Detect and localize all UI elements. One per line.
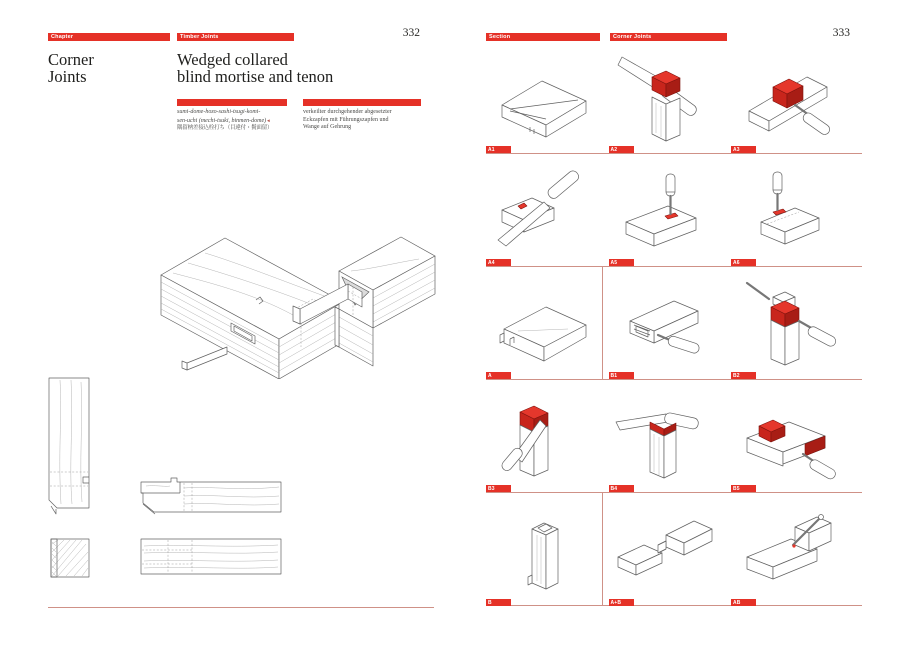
step-label-b5: B5 [731, 485, 756, 493]
cross-reference-icon: ◄ [266, 117, 271, 123]
corner-joints-tag-bar: Corner Joints [610, 33, 727, 41]
beam-elevation-drawing [140, 476, 282, 516]
romaji-line1: sumi-dome-hozo-sashi-tsugi-komi- [177, 109, 261, 115]
step-label-a-plus-b: A+B [609, 599, 634, 607]
step-label-a: A [486, 372, 511, 380]
german-label-bar [303, 99, 421, 106]
grid-rule-3 [486, 379, 862, 380]
left-footer-rule [48, 607, 434, 608]
grid-rule-5 [486, 605, 862, 606]
joint-title-line1: Wedged collared [177, 50, 288, 69]
illustration-b4-sawing-shoulder [610, 392, 723, 484]
step-label-b1: B1 [609, 372, 634, 380]
grid-divider-a [602, 267, 603, 379]
illustration-b-finished-mortise-piece [488, 505, 601, 597]
illustration-a1-marked-beam [488, 53, 601, 145]
grid-rule-4 [486, 492, 862, 493]
illustration-b3-knife-on-post [488, 392, 601, 484]
illustration-b1-paring-mortise [610, 279, 723, 371]
illustration-b2-post-red-collar [733, 279, 846, 371]
illustration-ab-assembled-corner [733, 505, 846, 597]
step-label-a5: A5 [609, 259, 634, 267]
step-label-b4: B4 [609, 485, 634, 493]
german-line3: Wange auf Gehrung [303, 124, 352, 131]
grid-divider-b [602, 493, 603, 605]
timber-joints-tag-bar: Timber Joints [177, 33, 294, 41]
grid-rule-2 [486, 266, 862, 267]
right-page-number: 333 [832, 27, 850, 39]
illustration-a2-sawing-post-top [610, 53, 723, 145]
step-label-a1: A1 [486, 146, 511, 154]
chapter-title [48, 51, 94, 85]
beam-plan-drawing [140, 538, 282, 575]
chapter-title-line1: Corner [48, 50, 94, 69]
joint-title [177, 51, 333, 85]
post-elevation-drawing [48, 376, 90, 516]
step-label-a2: A2 [609, 146, 634, 154]
german-name-block [303, 109, 425, 132]
kanji-line: 隅留枘差接込栓打ち（目違付・鬢面留） [177, 125, 273, 132]
illustration-b5-wedging-beam [733, 392, 846, 484]
left-page-number: 332 [402, 27, 420, 39]
illustration-a-plus-b-pieces-aligned [610, 505, 723, 597]
japanese-label-bar [177, 99, 287, 106]
illustration-a-finished-tenon-piece [488, 279, 601, 371]
section-tag-bar: Section [486, 33, 600, 41]
illustration-a6-chisel-on-end [733, 166, 846, 258]
german-line1: verkeilter durchgehender abgesetzter [303, 109, 392, 115]
illustration-a5-vertical-chisel [610, 166, 723, 258]
step-label-a4: A4 [486, 259, 511, 267]
step-label-b3: B3 [486, 485, 511, 493]
chapter-tag-bar: Chapter [48, 33, 170, 41]
illustration-a4-diagonal-saw-cut [488, 166, 601, 258]
step-label-b2: B2 [731, 372, 756, 380]
step-label-ab: AB [731, 599, 756, 607]
step-label-a3: A3 [731, 146, 756, 154]
grid-rule-1 [486, 153, 862, 154]
main-joint-illustration [143, 197, 438, 379]
step-label-a6: A6 [731, 259, 756, 267]
chapter-title-line2: Joints [48, 67, 87, 86]
illustration-a3-chiselling-beam [733, 53, 846, 145]
step-label-b: B [486, 599, 511, 607]
japanese-name-block [177, 109, 301, 133]
german-line2: Eckzapfen mit Führungszapfen und [303, 116, 389, 123]
joint-title-line2: blind mortise and tenon [177, 67, 334, 86]
end-grain-drawing [50, 538, 90, 578]
romaji-line2: sen-uchi (mechi-tsuki, binmen-dome)◄ [177, 117, 271, 124]
